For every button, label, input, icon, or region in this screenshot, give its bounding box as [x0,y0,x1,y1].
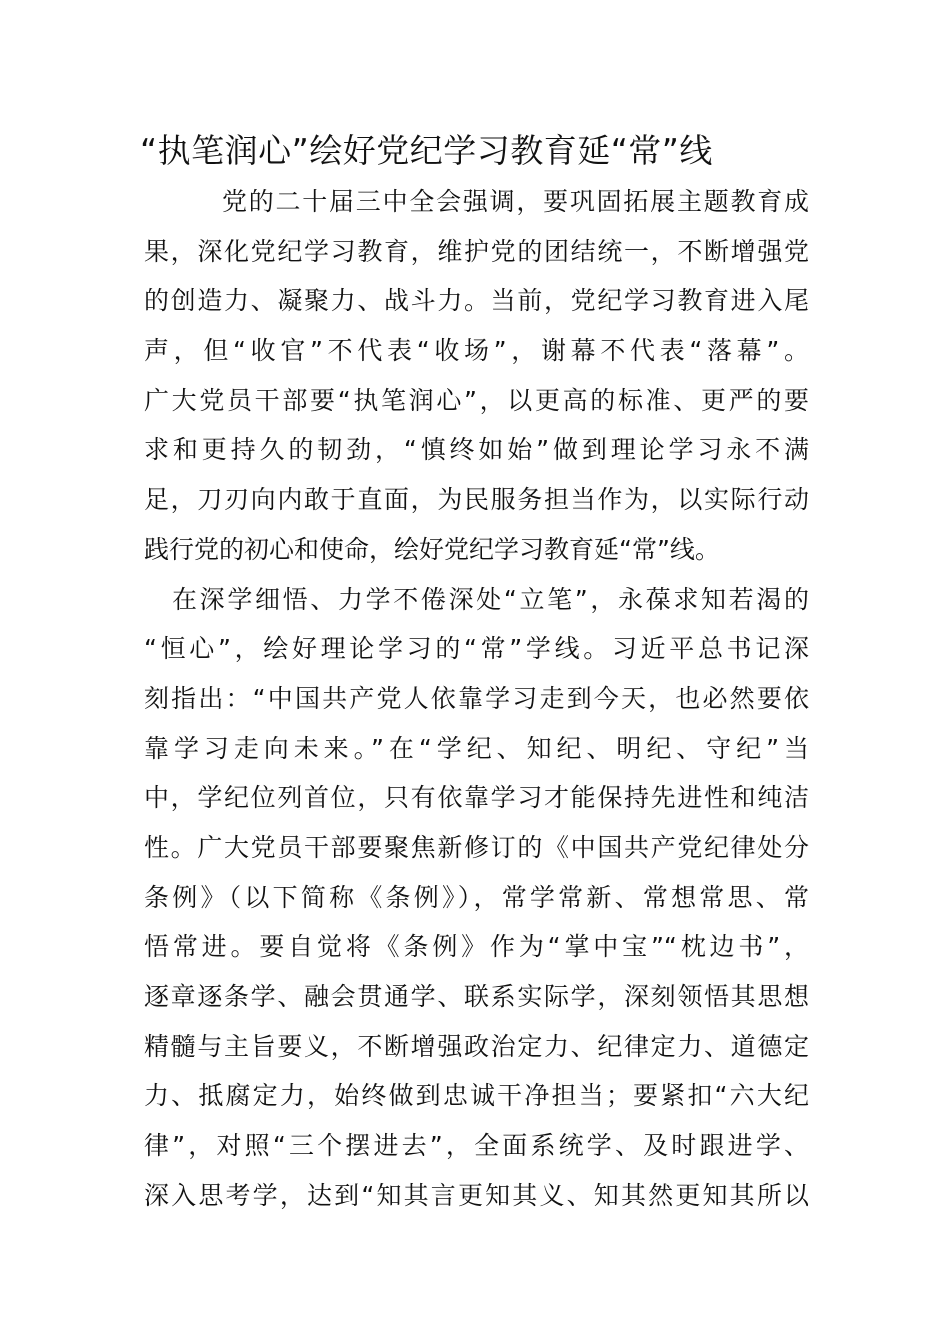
text-line: 力、抵腐定力，始终做到忠诚干净担当；要紧扣“六大纪 [144,1081,809,1111]
text-line: 的创造力、凝聚力、战斗力。当前，党纪学习教育进入尾 [144,286,809,316]
paragraph-1 [144,177,809,575]
text-line: 律”，对照“三个摆进去”，全面系统学、及时跟进学、 [144,1131,809,1161]
text-line: 中，学纪位列首位，只有依靠学习才能保持先进性和纯洁 [144,783,809,813]
text-line: 刻指出：“中国共产党人依靠学习走到今天，也必然要依 [144,683,809,713]
text-line: 条例》（以下简称《条例》），常学常新、常想常思、常 [144,882,809,912]
text-line: 声，但“收官”不代表“收场”，谢幕不代表“落幕”。 [144,336,809,366]
text-line: 性。广大党员干部要聚焦新修订的《中国共产党纪律处分 [144,832,809,862]
document-title: “执笔润心”绘好党纪学习教育延“常”线 [140,131,713,170]
text-line: 深入思考学，达到“知其言更知其义、知其然更知其所以 [144,1180,809,1210]
text-line: 悟常进。要自觉将《条例》作为“掌中宝”“枕边书”， [144,932,809,962]
text-line: 广大党员干部要“执笔润心”，以更高的标准、更严的要 [144,385,809,415]
text-line: 靠学习走向未来。”在“学纪、知纪、明纪、守纪”当 [144,733,809,763]
text-line: 精髓与主旨要义，不断增强政治定力、纪律定力、道德定 [144,1031,809,1061]
text-line: 逐章逐条学、融会贯通学、联系实际学，深刻领悟其思想 [144,982,809,1011]
text-line: 在深学细悟、力学不倦深处“立笔”，永葆求知若渴的 [172,584,809,614]
document-body [144,177,809,1220]
text-line: “恒心”，绘好理论学习的“常”学线。习近平总书记深 [144,634,809,664]
text-line: 果，深化党纪学习教育，维护党的团结统一，不断增强党 [144,236,809,266]
text-line: 求和更持久的韧劲，“慎终如始”做到理论学习永不满 [144,435,809,465]
text-line: 践行党的初心和使命，绘好党纪学习教育延“常”线。 [144,534,720,564]
text-line: 党的二十届三中全会强调，要巩固拓展主题教育成 [222,187,809,216]
paragraph-2 [144,575,809,1221]
text-line: 足，刀刃向内敢于直面，为民服务担当作为，以实际行动 [144,485,809,515]
